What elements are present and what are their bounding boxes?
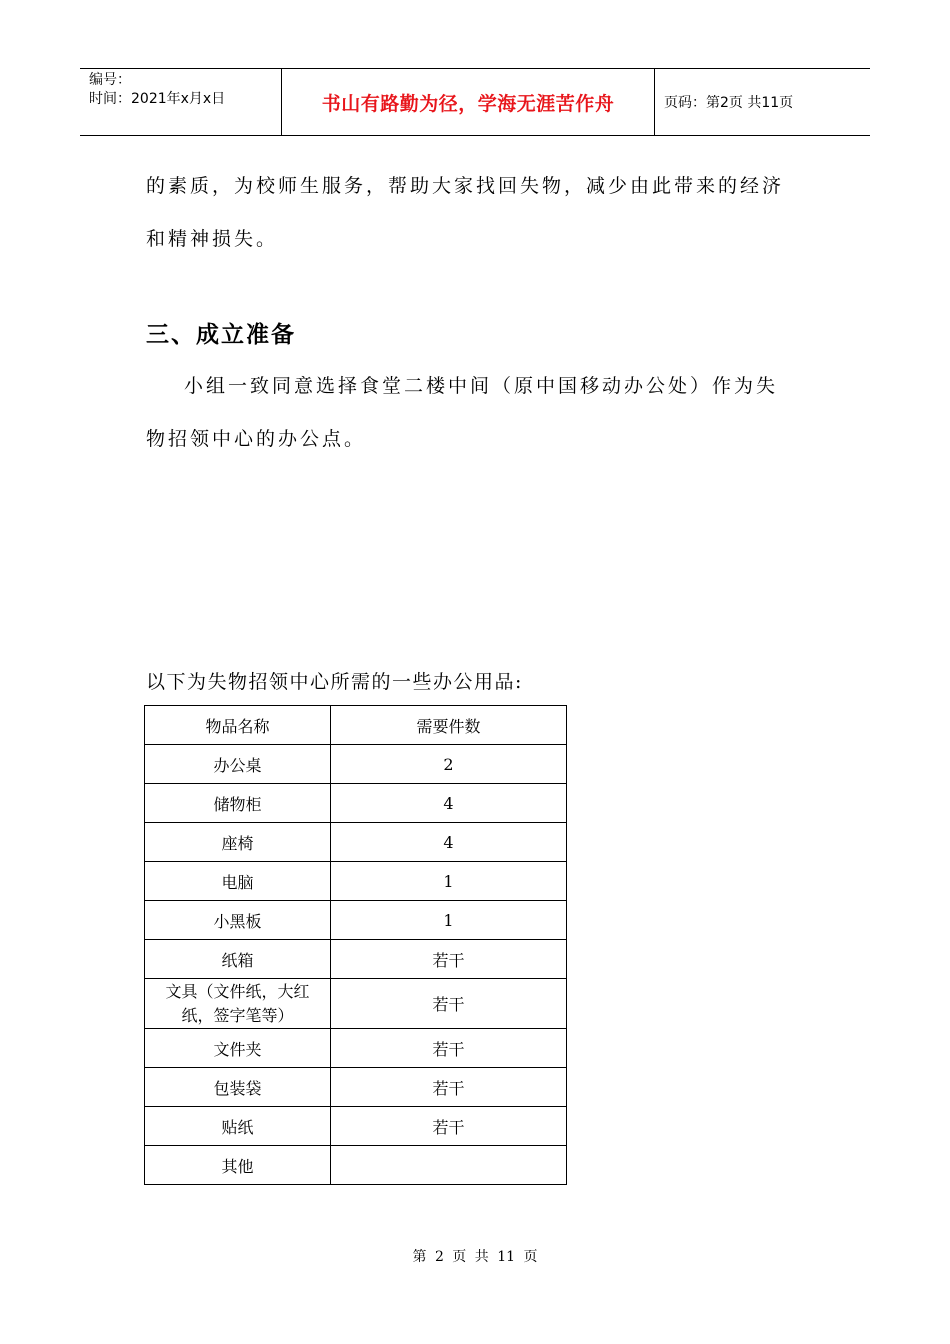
- item-name-cell: 贴纸: [145, 1107, 331, 1146]
- table-row: [145, 745, 567, 784]
- table-row: [145, 1068, 567, 1107]
- body-paragraph-line: 物招领中心的办公点。: [146, 428, 367, 450]
- table-row: [145, 823, 567, 862]
- item-name-cell: 文具（文件纸，大红纸，签字笔等）: [145, 979, 331, 1029]
- item-quantity-cell: 若干: [331, 1068, 567, 1107]
- item-name-cell: 电脑: [145, 862, 331, 901]
- table-row: [145, 979, 567, 1029]
- body-paragraph-line: 的素质，为校师生服务，帮助大家找回失物，减少由此带来的经济: [146, 175, 785, 197]
- table-row: [145, 1107, 567, 1146]
- header-page-info: 页码：第2页 共11页: [664, 95, 794, 111]
- table-row: [145, 901, 567, 940]
- document-number-label: 编号：: [89, 72, 131, 88]
- table-header-row: [145, 706, 567, 745]
- section-heading: 三、成立准备: [146, 322, 296, 348]
- table-intro: 以下为失物招领中心所需的一些办公用品:: [146, 671, 523, 693]
- item-name-cell: 文件夹: [145, 1029, 331, 1068]
- item-quantity-cell: 若干: [331, 1029, 567, 1068]
- item-name-cell: 办公桌: [145, 745, 331, 784]
- item-quantity-cell: 若干: [331, 940, 567, 979]
- item-quantity-cell: 1: [331, 862, 567, 901]
- table-row: [145, 1029, 567, 1068]
- item-name-cell: 包装袋: [145, 1068, 331, 1107]
- body-paragraph-line: 小组一致同意选择食堂二楼中间（原中国移动办公处）作为失: [184, 375, 779, 397]
- supplies-table: [144, 705, 567, 1185]
- item-name-cell: 储物柜: [145, 784, 331, 823]
- item-quantity-cell: [331, 1146, 567, 1185]
- column-header-quantity: 需要件数: [331, 706, 567, 745]
- item-quantity-cell: 1: [331, 901, 567, 940]
- document-time-label: 时间：2021年x月x日: [89, 91, 226, 107]
- page-header: [80, 68, 870, 136]
- table-row: [145, 862, 567, 901]
- table-row: [145, 1146, 567, 1185]
- column-header-item-name: 物品名称: [145, 706, 331, 745]
- page-footer: 第 2 页 共 11 页: [412, 1249, 538, 1265]
- item-quantity-cell: 2: [331, 745, 567, 784]
- table-row: [145, 784, 567, 823]
- header-motto: 书山有路勤为径，学海无涯苦作舟: [321, 92, 615, 115]
- item-name-cell: 纸箱: [145, 940, 331, 979]
- item-name-cell: 小黑板: [145, 901, 331, 940]
- item-name-cell: 座椅: [145, 823, 331, 862]
- header-divider: [654, 69, 655, 135]
- item-quantity-cell: 若干: [331, 979, 567, 1029]
- item-quantity-cell: 若干: [331, 1107, 567, 1146]
- item-quantity-cell: 4: [331, 784, 567, 823]
- body-paragraph-line: 和精神损失。: [146, 228, 279, 250]
- header-meta: [89, 71, 225, 109]
- item-name-cell: 其他: [145, 1146, 331, 1185]
- item-quantity-cell: 4: [331, 823, 567, 862]
- table-row: [145, 940, 567, 979]
